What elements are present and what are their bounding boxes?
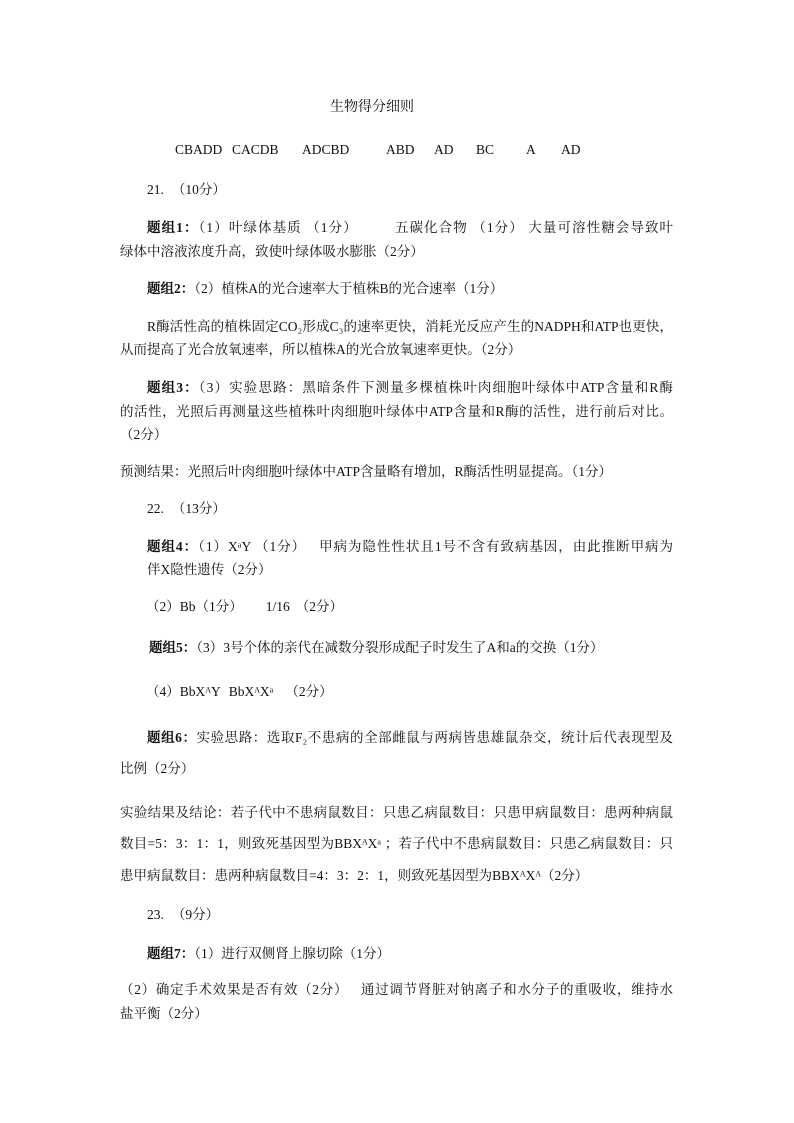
group-6-results-line-2: 数目=5：3：1：1，则致死基因型为BBXᴬXᵃ ；若子代中不患病鼠数目：只患乙病鼠数目：只 xyxy=(120,836,673,851)
group-2-line-1 xyxy=(147,281,503,297)
question-22-sub-4 xyxy=(146,684,333,700)
spacer xyxy=(306,550,318,551)
answer-group: A xyxy=(526,142,536,157)
group-label: 题组7： xyxy=(147,946,195,961)
question-score: （10分） xyxy=(171,182,226,197)
page-title: 生物得分细则 xyxy=(330,100,414,115)
answer-score: （2分） xyxy=(295,599,344,614)
group-label: 题组5： xyxy=(149,640,197,655)
group-1-line-2: 绿体中溶液浓度升高，致使叶绿体吸水膨胀（2分） xyxy=(120,244,424,259)
group-6-line-2: 比例（2分） xyxy=(120,761,195,776)
answer-text: 实验思路：选取F₂不患病的全部雌鼠与两病皆患雄鼠杂交，统计后代表现型及 xyxy=(196,730,674,745)
group-6-results-line-1: 实验结果及结论：若子代中不患病鼠数目：只患乙病鼠数目：只患甲病鼠数目：患两种病鼠 xyxy=(120,805,673,820)
group-1-line-1 xyxy=(147,220,673,236)
question-23-sub-2-line-1 xyxy=(120,982,673,998)
question-23-sub-2-line-2: 盐平衡（2分） xyxy=(120,1006,208,1021)
question-23-heading xyxy=(147,907,219,923)
answer-text: （2）植株A的光合速率大于植株B的光合速率（1分） xyxy=(194,281,504,296)
group-4-line-1 xyxy=(147,539,673,555)
question-number: 22. xyxy=(147,501,164,516)
question-21-heading xyxy=(147,182,226,198)
group-3-prediction: 预测结果：光照后叶肉细胞叶绿体中ATP含量略有增加，R酶活性明显提高。（1分） xyxy=(120,464,613,479)
group-6-line-1 xyxy=(147,730,673,746)
answer-key-row xyxy=(0,142,794,158)
group-7-line-1 xyxy=(147,946,390,962)
group-label: 题组3： xyxy=(147,380,199,395)
question-number: 21. xyxy=(147,182,164,197)
answer-group: AD xyxy=(434,142,454,157)
answer-text: （1）叶绿体基质 （1分） xyxy=(198,220,358,235)
answer-group: BC xyxy=(476,142,495,157)
answer-group: ABD xyxy=(386,142,415,157)
question-22-heading xyxy=(147,501,226,517)
spacer xyxy=(164,512,172,513)
spacer xyxy=(164,918,172,919)
group-3-line-1 xyxy=(147,380,673,396)
answer-text: （1）XᵃY （1分） xyxy=(198,539,307,554)
spacer xyxy=(243,610,266,611)
group-2-explanation-line-2: 从而提高了光合放氧速率，所以植株A的光合放氧速率更快。（2分） xyxy=(120,342,522,357)
spacer xyxy=(358,231,394,232)
answer-text: （3）实验思路：黑暗条件下测量多棵植株叶肉细胞叶绿体中ATP含量和R酶 xyxy=(198,380,674,395)
group-label: 题组4： xyxy=(147,539,199,554)
question-score: （9分） xyxy=(171,907,220,922)
question-22-sub-2 xyxy=(146,599,343,615)
answer-text: （3）3号个体的亲代在减数分裂形成配子时发生了A和a的交换（1分） xyxy=(196,640,604,655)
answer-text: （2）Bb（1分） xyxy=(146,599,243,614)
group-6-results-line-3: 患甲病鼠数目：患两种病鼠数目=4：3：2：1，则致死基因型为BBXᴬXᴬ（2分） xyxy=(120,868,589,883)
answer-score: （2分） xyxy=(285,684,333,699)
group-3-line-3: （2分） xyxy=(120,427,168,442)
answer-text: （1）进行双侧肾上腺切除（1分） xyxy=(194,946,390,961)
answer-text: （4）BbXᴬY xyxy=(146,684,221,699)
answer-group: CBADD xyxy=(175,142,223,157)
spacer xyxy=(273,695,285,696)
answer-group: CACDB xyxy=(232,142,279,157)
question-score: （13分） xyxy=(171,501,226,516)
spacer xyxy=(221,695,229,696)
question-number: 23. xyxy=(147,907,164,922)
answer-group: AD xyxy=(561,142,581,157)
group-2-explanation-line-1: R酶活性高的植株固定CO₂形成C₃的速率更快，消耗光反应产生的NADPH和ATP也更快， xyxy=(147,319,673,334)
group-label: 题组2： xyxy=(147,281,195,296)
group-label: 题组6： xyxy=(147,730,197,745)
group-4-line-2: 伴X隐性遗传（2分） xyxy=(147,562,272,577)
answer-text: （2）确定手术效果是否有效（2分） xyxy=(120,982,349,997)
group-3-line-2: 的活性，光照后再测量这些植株叶肉细胞叶绿体中ATP含量和R酶的活性，进行前后对比。 xyxy=(120,404,673,419)
spacer xyxy=(348,993,360,994)
answer-text: 甲病为隐性性状且1号不含有致病基因，由此推断甲病为 xyxy=(318,539,673,554)
answer-text: BbXᴬXᵃ xyxy=(228,684,274,699)
answer-text: 1/16 xyxy=(265,599,290,614)
group-label: 题组1： xyxy=(147,220,199,235)
answer-group: ADCBD xyxy=(302,142,350,157)
group-5-line-1 xyxy=(149,640,604,656)
answer-text: 通过调节肾脏对钠离子和水分子的重吸收，维持水 xyxy=(360,982,674,997)
answer-text: 五碳化合物 （1分） 大量可溶性糖会导致叶 xyxy=(393,220,674,235)
spacer xyxy=(164,193,172,194)
